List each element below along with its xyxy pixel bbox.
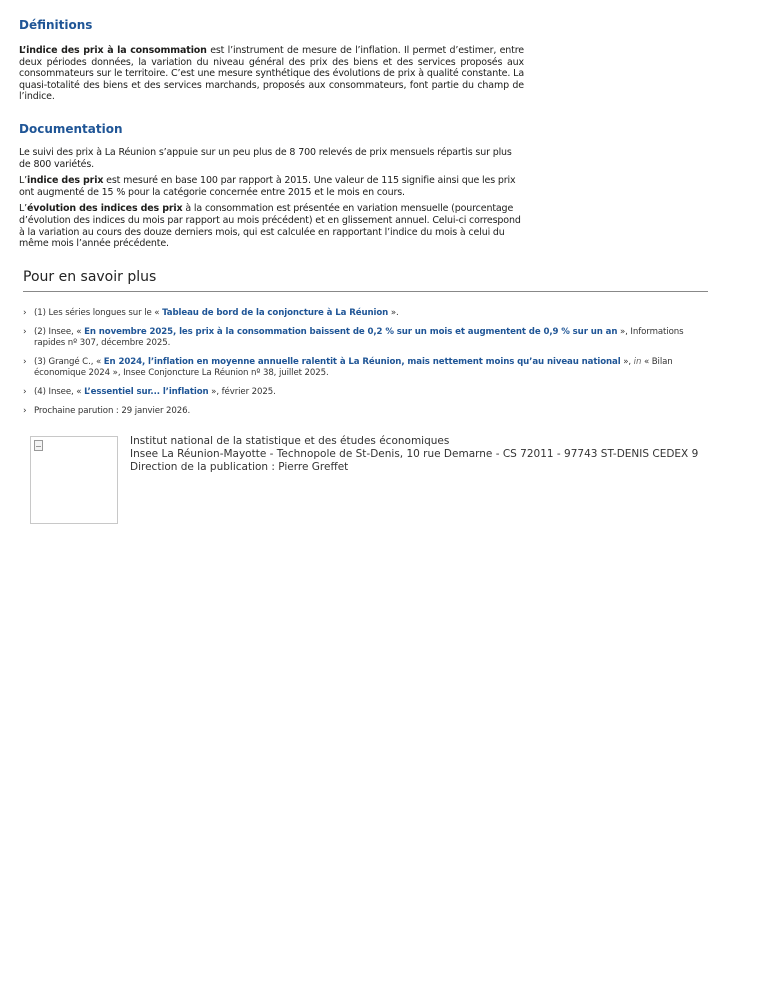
chevron-right-icon: › <box>23 308 27 318</box>
references-list <box>23 308 713 425</box>
chevron-right-icon: › <box>23 387 27 397</box>
broken-image-icon <box>34 440 43 451</box>
definitions-paragraph: L’indice des prix à la consommation est l’instrument de mesure de l’inflation. Il permet d’estimer, entre deux périodes données, la variation du niveau général des prix des biens et des services proposés aux consommateurs sur le territoire. C’est une mesure synthétique des évolutions de prix à qualité constante. La quasi-totalité des biens et des services marchands, proposés aux consommateurs, font partie du champ de l’indice. <box>19 45 524 103</box>
reference-item: › (1) Les séries longues sur le « Tableau de bord de la conjoncture à La Réunion ». <box>23 308 399 318</box>
reference-item: › (2) Insee, « En novembre 2025, les prix à la consommation baissent de 0,2 % sur un mois et augmentent de 0,9 % sur un an », Informations rapides nº 307, décembre 2025. <box>23 327 684 348</box>
link-informations-rapides[interactable]: En novembre 2025, les prix à la consommation baissent de 0,2 % sur un mois et augmentent de 0,9 % sur un an <box>84 327 618 337</box>
chevron-right-icon: › <box>23 357 27 367</box>
chevron-right-icon: › <box>23 406 27 416</box>
definitions-title: Définitions <box>19 18 93 32</box>
insee-logo-placeholder <box>30 436 118 524</box>
documentation-title: Documentation <box>19 122 123 136</box>
link-inflation-2024[interactable]: En 2024, l’inflation en moyenne annuelle ralentit à La Réunion, mais nettement moins qu’au niveau national <box>103 357 621 367</box>
reference-item: › (4) Insee, « L’essentiel sur... l’inflation », février 2025. <box>23 387 276 397</box>
footer-publisher-info <box>130 435 698 474</box>
footer-publication-director: Direction de la publication : Pierre Greffet <box>130 461 349 473</box>
documentation-paragraph-3: L’évolution des indices des prix à la consommation est présentée en variation mensuelle (pourcentage d’évolution des indices du mois par rapport au mois précédent) et en glissement annuel. Celui-ci correspond à la variation au cours des douze derniers mois, qui est calculée en rapportant l’indice du mois à celui du même mois l’année précédente. <box>19 203 521 250</box>
reference-item: › (3) Grangé C., « En 2024, l’inflation en moyenne annuelle ralentit à La Réunion, mais nettement moins qu’au niveau national », in « Bilan économique 2024 », Insee Conjoncture La Réunion nº 38, juillet 2025. <box>23 357 673 378</box>
definition-term: L’indice des prix à la consommation <box>19 45 207 56</box>
footer-institute-name: Institut national de la statistique et des études économiques <box>130 435 450 447</box>
documentation-paragraph-2: L’indice des prix est mesuré en base 100 par rapport à 2015. Une valeur de 115 signifie ainsi que les prix ont augmenté de 15 % pour la catégorie concernée entre 2015 et le mois en cours. <box>19 175 516 198</box>
link-essentiel-inflation[interactable]: L’essentiel sur... l’inflation <box>84 387 209 397</box>
documentation-paragraph-1: Le suivi des prix à La Réunion s’appuie sur un peu plus de 8 700 relevés de prix mensuels répartis sur plus de 800 variétés. <box>19 147 512 170</box>
link-tableau-de-bord[interactable]: Tableau de bord de la conjoncture à La Réunion <box>162 308 389 318</box>
more-info-title: Pour en savoir plus <box>23 269 708 292</box>
footer-address: Insee La Réunion-Mayotte - Technopole de St-Denis, 10 rue Demarne - CS 72011 - 97743 ST-DENIS CEDEX 9 <box>130 448 699 460</box>
definitions-section <box>19 17 524 103</box>
next-publication-item: › Prochaine parution : 29 janvier 2026. <box>23 406 191 416</box>
chevron-right-icon: › <box>23 327 27 337</box>
documentation-section <box>19 121 524 250</box>
